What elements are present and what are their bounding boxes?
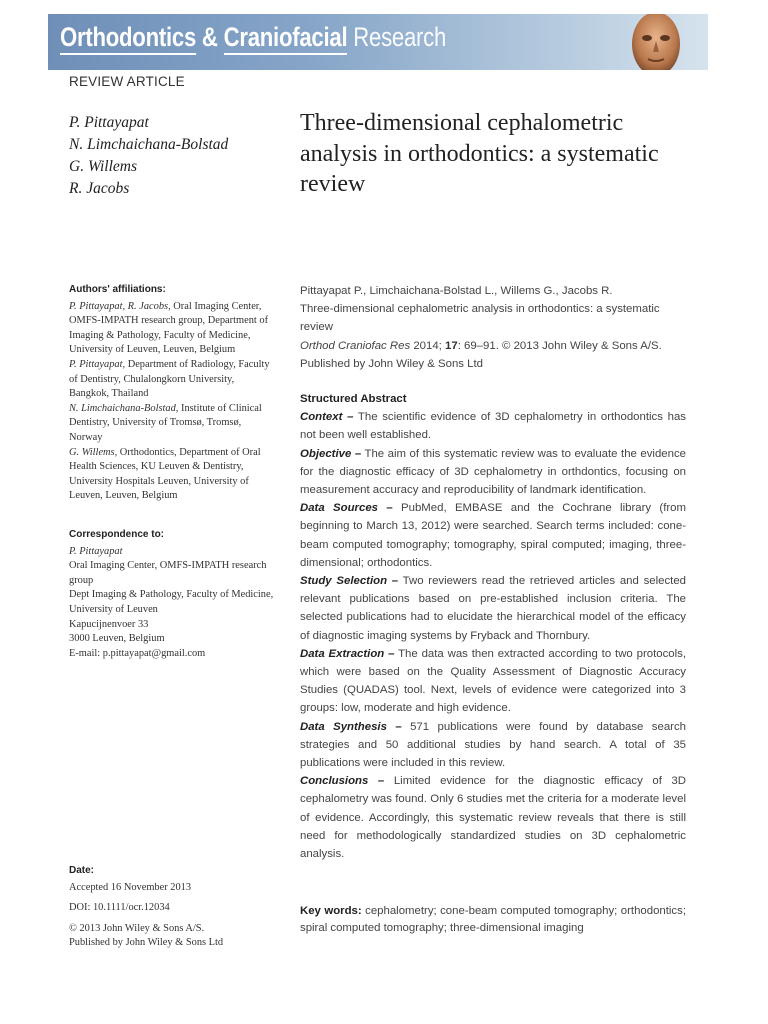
journal-title-part3: Research: [353, 22, 447, 52]
abstract-label: Data Sources –: [300, 502, 393, 515]
abstract-label: Study Selection –: [300, 575, 399, 588]
face-skull-logo-icon: [616, 14, 696, 70]
abstract-section: [300, 772, 686, 863]
affiliation-names: P. Pittayapat,: [69, 358, 126, 370]
affiliation-item: [69, 358, 274, 402]
affiliation-names: G. Willems,: [69, 446, 118, 458]
correspondence: [69, 528, 274, 661]
abstract-text: 571 publications were found by database search strategies and 50 additional studies by hand search. A total of 35 publications were included in this review.: [300, 720, 686, 770]
article-type: REVIEW ARTICLE: [69, 74, 185, 89]
abstract-label: Context –: [300, 411, 354, 424]
author-name: P. Pittayapat: [69, 114, 149, 131]
affiliation-names: P. Pittayapat, R. Jacobs,: [69, 300, 171, 312]
journal-title-amp: &: [201, 22, 218, 52]
correspondence-line: Oral Imaging Center, OMFS-IMPATH research group: [69, 560, 267, 586]
affiliation-item: [69, 446, 274, 504]
dates: [69, 864, 274, 951]
author-name: N. Limchaichana-Bolstad: [69, 136, 229, 153]
author-name: G. Willems: [69, 158, 138, 175]
publisher: Published by John Wiley & Sons Ltd: [69, 937, 224, 949]
correspondence-line: Dept Imaging & Pathology, Faculty of Medicine, University of Leuven: [69, 589, 274, 615]
abstract-label: Conclusions –: [300, 775, 385, 788]
abstract-section: [300, 645, 686, 718]
abstract-heading: Structured Abstract: [300, 393, 407, 405]
journal-title-part1: Orthodontics: [60, 22, 196, 55]
abstract-text: The aim of this systematic review was to evaluate the evidence for the diagnostic efficacy of 3D cephalometry in orthdontics, focusing on measurement accuracy and reproducibility of landmark identification.: [300, 447, 687, 497]
correspondence-name-text: P. Pittayapat: [69, 545, 123, 557]
keywords: [300, 903, 686, 937]
affiliation-text: Department of Radiology, Faculty of Dentistry, Chulalongkorn University, Bangkok, Thailand: [69, 358, 270, 400]
affiliation-text: Institute of Clinical Dentistry, University of Tromsø, Tromsø, Norway: [69, 402, 262, 443]
citation-pages: : 69–91. © 2013 John Wiley & Sons A/S. Published by John Wiley & Sons Ltd: [300, 339, 662, 370]
keywords-text: cephalometry; cone-beam computed tomography; orthodontics; spiral computed tomography; three-dimensional imaging: [300, 905, 686, 934]
article-title: Three-dimensional cephalometric analysis in orthodontics: a systematic review: [300, 110, 659, 197]
affiliation-item: [69, 402, 274, 446]
author-list: [69, 112, 228, 200]
correspondence-heading: Correspondence to:: [69, 529, 165, 540]
author-name: R. Jacobs: [69, 180, 130, 197]
abstract-text: Two reviewers read the retrieved articles and selected relevant publications based on pre-established inclusion criteria. The selected publications had to elucidate the hierarchical model of the efficacy of diagnostic imaging systems by Fryback and Thornbury.: [300, 575, 686, 642]
affiliation-text: Orthodontics, Department of Oral Health Sciences, KU Leuven & Dentistry, University Hospitals Leuven, University of Leuven, Leuven, Belgium: [69, 446, 261, 502]
accepted-date: Accepted 16 November 2013: [69, 881, 192, 893]
correspondence-email: E-mail: p.pittayapat@gmail.com: [69, 647, 206, 659]
abstract-label: Data Extraction –: [300, 647, 395, 660]
abstract-section: [300, 408, 686, 444]
citation-journal: Orthod Craniofac Res: [300, 339, 411, 352]
keywords-label: Key words:: [300, 905, 362, 917]
affiliations-heading: Authors' affiliations:: [69, 284, 166, 295]
affiliation-text: Oral Imaging Center, OMFS-IMPATH research group, Department of Imaging & Pathology, Faculty of Medicine, University of Leuven, Leuven, Belgium: [69, 300, 269, 356]
copyright: © 2013 John Wiley & Sons A/S.: [69, 922, 205, 934]
abstract-section: [300, 572, 686, 645]
dates-heading: Date:: [69, 865, 95, 876]
abstract-label: Data Synthesis –: [300, 720, 402, 733]
journal-banner: [48, 14, 708, 70]
abstract-text: The scientific evidence of 3D cephalometry in orthodontics has not been well established.: [300, 411, 686, 442]
abstract-text: The data was then extracted according to two protocols, which were based on the Quality Assessment of Diagnostic Accuracy Studies (QUADAS) tool. Next, levels of evidence were categorized into 3 groups: low, moderate and high evidence.: [300, 647, 686, 715]
correspondence-line: Kapucijnenvoer 33: [69, 618, 149, 630]
abstract-section: [300, 499, 686, 572]
affiliations: [69, 283, 274, 504]
citation-source: [300, 337, 686, 373]
journal-title-part2: Craniofacial: [224, 22, 348, 55]
citation-title: Three-dimensional cephalometric analysis in orthodontics: a systematic review: [300, 303, 660, 334]
abstract-section: [300, 445, 686, 500]
correspondence-name: [69, 545, 274, 560]
doi: DOI: 10.1111/ocr.12034: [69, 902, 170, 914]
citation-authors: Pittayapat P., Limchaichana-Bolstad L., Willems G., Jacobs R.: [300, 285, 613, 297]
abstract-label: Objective –: [300, 447, 362, 460]
citation-volume: 17: [445, 339, 458, 352]
affiliation-names: N. Limchaichana-Bolstad,: [69, 402, 179, 414]
abstract-text: Limited evidence for the diagnostic efficacy of 3D cephalometry was found. Only 6 studies met the criteria for a moderate level of evidence. Accordingly, this systematic review reveals that there is still need for methodologically standardized studies on 3D cephalometric analysis.: [300, 775, 686, 861]
correspondence-line: 3000 Leuven, Belgium: [69, 633, 165, 645]
journal-title: [60, 22, 446, 53]
affiliation-item: [69, 300, 274, 358]
abstract-text: PubMed, EMBASE and the Cochrane library (from beginning to March 13, 2012) were searched. Search terms included: cone-beam computed tomography; tomography, spiral computed; imaging, three-dimensional; orthodontics.: [300, 502, 686, 569]
citation-year: 2014;: [410, 339, 446, 352]
structured-abstract: [300, 390, 686, 863]
abstract-section: [300, 718, 686, 773]
citation: [300, 282, 686, 373]
